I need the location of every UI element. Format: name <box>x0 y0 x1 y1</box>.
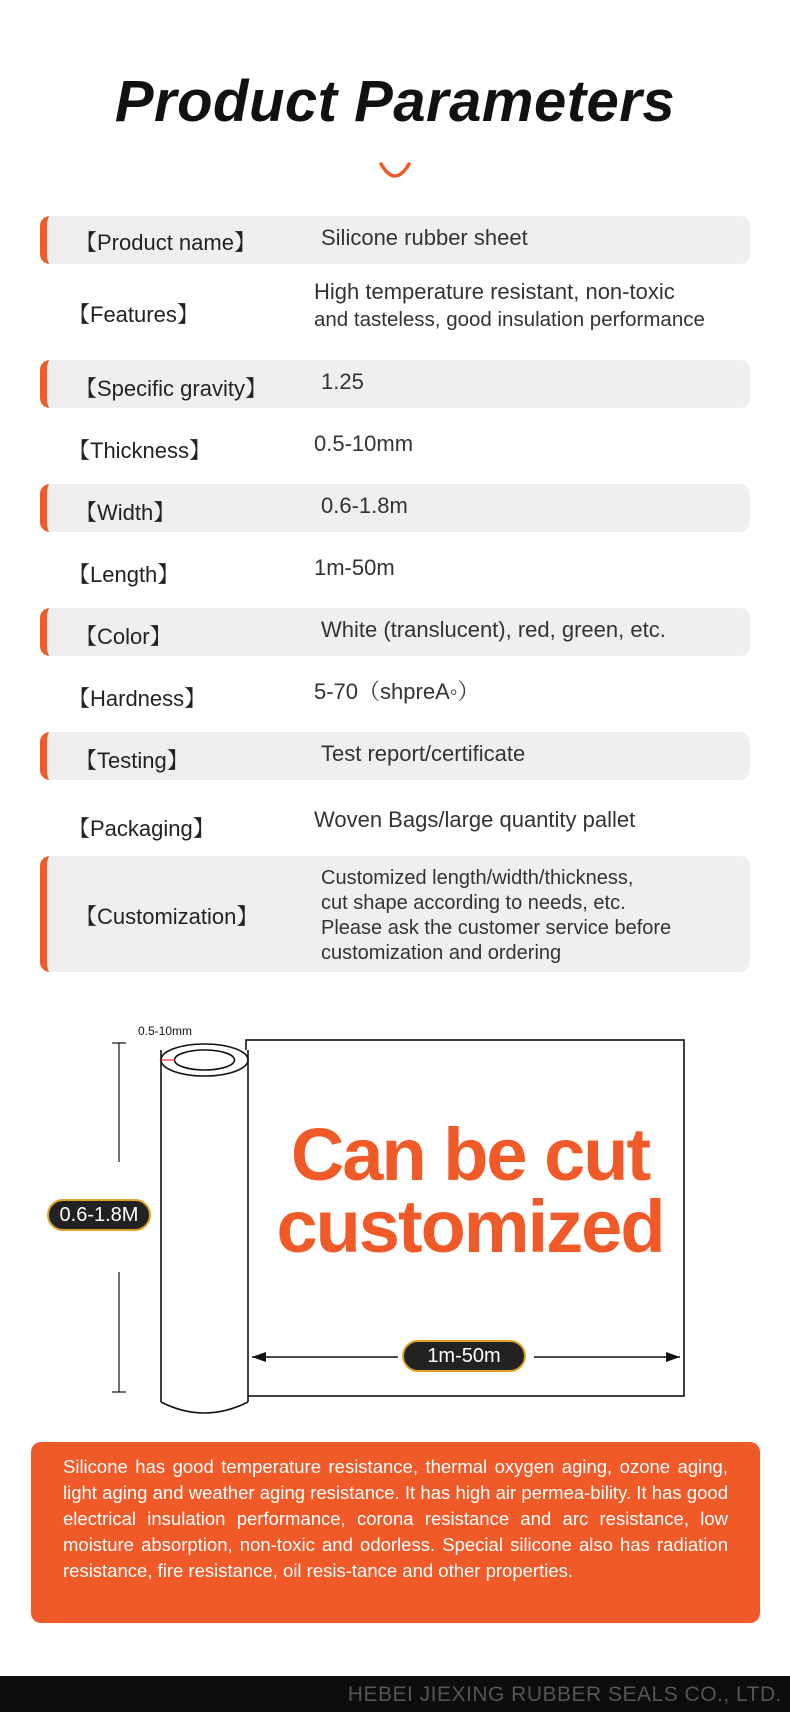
headline-line2: customized <box>276 1185 664 1268</box>
param-value: Woven Bags/large quantity pallet <box>314 807 636 832</box>
param-value: 1m-50m <box>314 555 395 580</box>
param-value: 0.6-1.8m <box>321 493 408 518</box>
param-row-width <box>40 484 750 532</box>
param-label: 【Thickness】 <box>68 438 212 463</box>
param-label: 【Hardness】 <box>68 686 207 711</box>
param-label: 【Length】 <box>68 562 180 587</box>
param-label: 【Testing】 <box>75 748 189 773</box>
param-row-customization <box>40 856 750 972</box>
param-label: 【Color】 <box>75 624 172 649</box>
smile-arc-icon <box>378 160 412 184</box>
param-value: 0.5-10mm <box>314 431 414 456</box>
param-row-length <box>40 546 750 594</box>
param-value: 5-70（shpreA◦） <box>314 679 480 704</box>
param-row-features <box>40 278 750 340</box>
headline-line1: Can be cut <box>290 1113 650 1196</box>
length-badge: 1m-50m <box>402 1340 526 1372</box>
param-label: 【Packaging】 <box>68 816 215 841</box>
param-row-packaging <box>40 794 750 842</box>
param-label: 【Specific gravity】 <box>75 376 267 401</box>
param-label: 【Customization】 <box>75 904 259 929</box>
param-label: 【Features】 <box>68 302 199 327</box>
param-row-testing <box>40 732 750 780</box>
param-row-specific-gravity <box>40 360 750 408</box>
param-value: Silicone rubber sheet <box>321 225 528 250</box>
param-value-line: cut shape according to needs, etc. <box>321 892 626 914</box>
param-row-hardness <box>40 670 750 718</box>
param-value: High temperature resistant, non-toxic <box>314 279 675 304</box>
thickness-label: 0.5-10mm <box>138 1024 193 1038</box>
param-value-line: Please ask the customer service before <box>321 917 672 939</box>
param-row-thickness <box>40 422 750 470</box>
param-label: 【Product name】 <box>75 230 256 255</box>
param-value-line: Customized length/width/thickness, <box>321 867 634 889</box>
footer-company: HEBEI JIEXING RUBBER SEALS CO., LTD. <box>347 1683 782 1706</box>
param-value: 1.25 <box>321 369 364 394</box>
description-box: Silicone has good temperature resistance, thermal oxygen aging, ozone aging, light aging and weather aging resistance. It has high air permea-bility. It has good electrical insulation performance, corona resistance and arc resistance, low moisture absorption, non-toxic and odorless. Special silicone also has radiation resistance, fire resistance, oil resis-tance and other properties. <box>31 1442 760 1623</box>
param-value-line2: and tasteless, good insulation performance <box>314 308 705 331</box>
param-row-color <box>40 608 750 656</box>
param-value-line: customization and ordering <box>321 942 562 964</box>
footer-bar <box>0 1676 790 1712</box>
width-badge: 0.6-1.8M <box>47 1199 151 1231</box>
param-value: White (translucent), red, green, etc. <box>321 617 666 642</box>
param-label: 【Width】 <box>75 500 176 525</box>
param-value: Test report/certificate <box>321 741 526 766</box>
page-title: Product Parameters <box>114 69 676 134</box>
param-row-product-name <box>40 216 750 264</box>
